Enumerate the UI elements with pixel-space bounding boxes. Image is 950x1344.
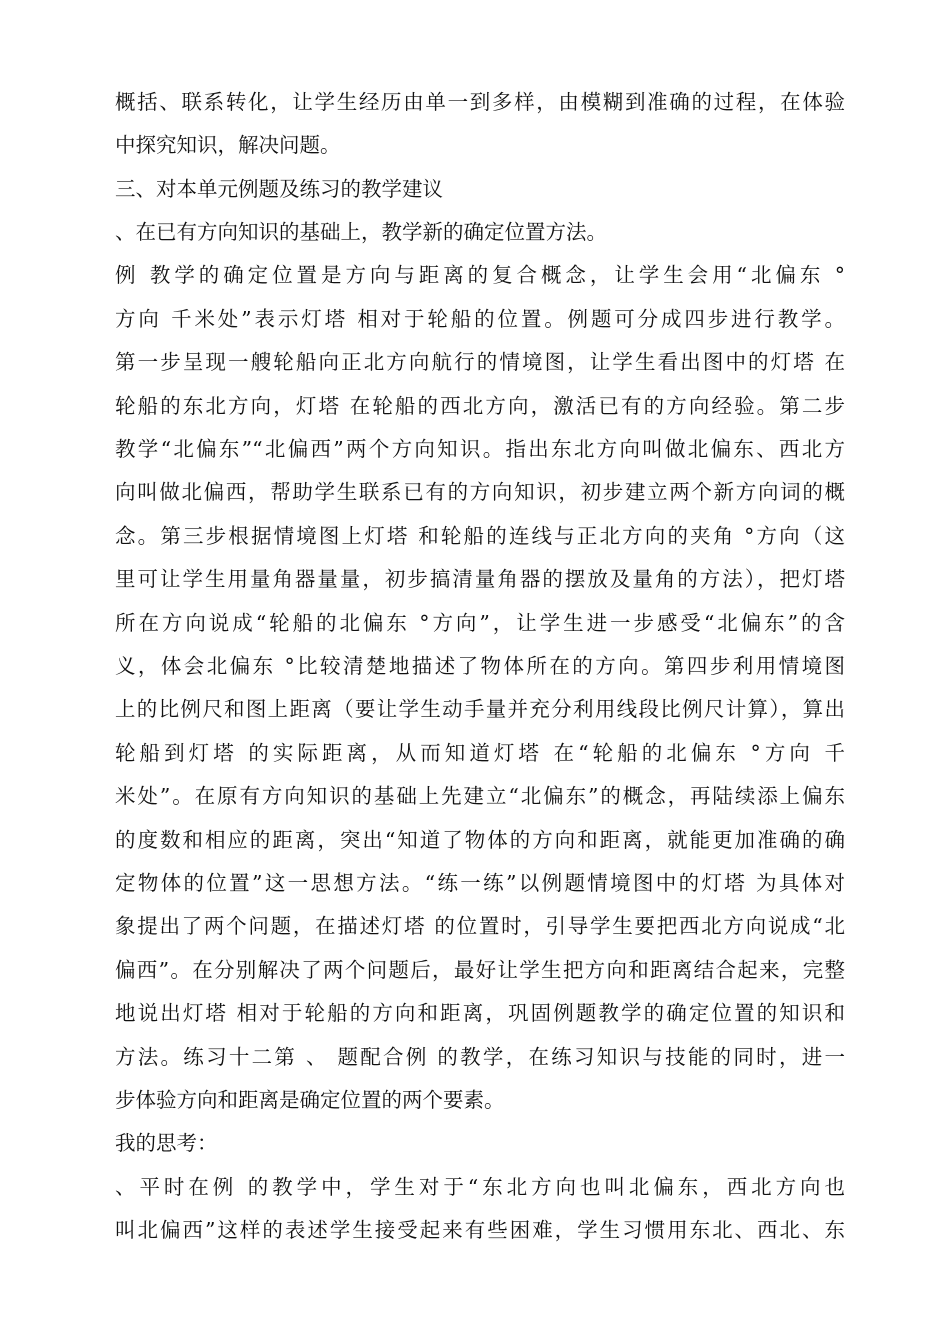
text-line: 定物体的位置”这一思想方法。“练一练”以例题情境图中的灯塔 为具体对 — [115, 871, 845, 895]
text-line: 米处”。在原有方向知识的基础上先建立“北偏东”的概念，再陆续添上偏东 — [115, 784, 845, 808]
text-line: 偏西”。在分别解决了两个问题后，最好让学生把方向和距离结合起来，完整 — [115, 958, 845, 982]
text-line: 轮船的东北方向，灯塔 在轮船的西北方向，激活已有的方向经验。第二步 — [115, 394, 845, 418]
section-heading: 三、对本单元例题及练习的教学建议 — [115, 177, 443, 201]
text-line: 例 教学的确定位置是方向与距离的复合概念，让学生会用“北偏东 ° — [115, 263, 845, 287]
text-line: 教学“北偏东”“北偏西”两个方向知识。指出东北方向叫做北偏东、西北方 — [115, 437, 845, 461]
text-line: 念。第三步根据情境图上灯塔 和轮船的连线与正北方向的夹角 °方向（这 — [115, 524, 845, 548]
text-line: 所在方向说成“轮船的北偏东 °方向”，让学生进一步感受“北偏东”的含 — [115, 611, 845, 635]
text-line: 、平时在例 的教学中，学生对于“东北方向也叫北偏东，西北方向也 — [115, 1175, 845, 1199]
text-line: 步体验方向和距离是确定位置的两个要素。 — [115, 1088, 505, 1112]
text-line: 象提出了两个问题，在描述灯塔 的位置时，引导学生要把西北方向说成“北 — [115, 914, 845, 938]
text-line: 第一步呈现一艘轮船向正北方向航行的情境图，让学生看出图中的灯塔 在 — [115, 350, 845, 374]
text-line: 轮船到灯塔 的实际距离，从而知道灯塔 在“轮船的北偏东 °方向 千 — [115, 741, 845, 765]
text-line: 中探究知识，解决问题。 — [115, 133, 341, 157]
text-line: 的度数和相应的距离，突出“知道了物体的方向和距离，就能更加准确的确 — [115, 828, 845, 852]
text-line: 概括、联系转化，让学生经历由单一到多样，由模糊到准确的过程，在体验 — [115, 90, 845, 114]
text-line: 上的比例尺和图上距离（要让学生动手量并充分利用线段比例尺计算），算出 — [115, 697, 845, 721]
text-line: 地说出灯塔 相对于轮船的方向和距离，巩固例题教学的确定位置的知识和 — [115, 1001, 845, 1025]
text-line: 里可让学生用量角器量量，初步搞清量角器的摆放及量角的方法），把灯塔 — [115, 567, 845, 591]
text-line: 向叫做北偏西，帮助学生联系已有的方向知识，初步建立两个新方向词的概 — [115, 480, 845, 504]
text-line: 方法。练习十二第 、 题配合例 的教学，在练习知识与技能的同时，进一 — [115, 1045, 845, 1069]
text-line: 义，体会北偏东 °比较清楚地描述了物体所在的方向。第四步利用情境图 — [115, 654, 845, 678]
text-line: 叫北偏西”这样的表述学生接受起来有些困难，学生习惯用东北、西北、东 — [115, 1218, 845, 1242]
subsection-heading: 、在已有方向知识的基础上，教学新的确定位置方法。 — [115, 220, 607, 244]
reflection-heading: 我的思考： — [115, 1131, 218, 1155]
text-line: 方向 千米处”表示灯塔 相对于轮船的位置。例题可分成四步进行教学。 — [115, 307, 845, 331]
